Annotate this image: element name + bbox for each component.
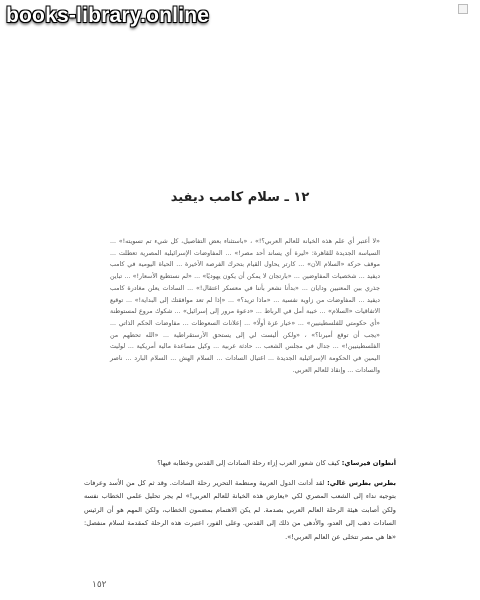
- page-number: ١٥٢: [92, 580, 107, 590]
- chapter-title: ١٢ ـ سلام كامب ديفيد: [170, 190, 310, 205]
- speaker-name: أنطوان فيرساي:: [341, 459, 396, 467]
- summary-text: «لا أعتبر أي علم هذه الخيانة للعالم العربي؟!» ، «باستثناء بعض التفاصيل، كل شيء تم تسويته!» ... السياسة الجديدة للقاهرة: «ليرة أي يساند أحد مصر!» ... المفاوضات الإسرائيلية المصرية تعطلت ... موقف حركة «السلام الآن» ... كارتر يحاول القيام بتحرك الفرصة الأخيرة ... الحياة اليومية في كامب ديفيد ... شخصيات المفاوضين ... «بارتجان لا يمكن أن يكون يهوديًا» ... «لم نستطيع الأسعار!» ... تباين جذري بين المعنيين ودايان ... «بدأنا نشعر بأننا في معسكر اعتقال!» ... السادات يعلن مغادرة كامب ديفيد ... المفاوضات من زاوية نفسية ... «ماذا تريد؟» ... «إذا لم تعد موافقتك إلى البداية!» ... توقيع الاتفاقيات «السلام» ... خيبة أمل في الرباط ... «دعوة مرور إلى إسرائيل» ... شكوك مروع لمستوطنة «أي حكومتي للفلسطينيين» ... «خيار غزة أولًا» ... إعلانات السعوطات ... مفاوضات الحكم الذاتي ... «يجب أن توقع أميرنا؟» ، «ولكن أليست لي إلى يستحق الأرستقراطية ... «الله تحطهم من الفلسطينيين!» ... جدال في مجلس الشعب ... حادثة عربية ... وكيل مساعدة مالية أمريكية ... لوليث اليمين في الحكومة الإسرائيلية الجديدة ... اغتيال السادات ... السلام الهش ... السلام البارد ... ناصر والسادات ... وإنقاذ للعالم العربي.: [110, 238, 380, 374]
- dialogue-paragraph: [84, 477, 396, 545]
- dialogue-paragraph: [84, 457, 396, 471]
- dialogue-text: كيف كان شعور العرب إزاء رحلة السادات إلى القدس وخطابه فيها؟: [157, 459, 340, 467]
- interview-body: [84, 457, 396, 551]
- watermark-logo: books-library.online: [6, 4, 210, 27]
- dialogue-text: لقد أدانت الدول العربية ومنظمة التحرير رحلة السادات. وقد ثم كل من الأسد وعرفات بتوجيه نداء إلى الشعب المصري لكي «يعارض هذه الخيانة للعالم العربي!» لم يجر تحليل علمي الخطاب نفسه ولكن أصابت هيئة الرحلة العالم العربي بصدمة. لم يكن الاهتمام بمضمون الخطاب، ولكن المهم هو أن الرئيس السادات ذهب إلى العدو، والأدهى من ذلك إلى القدس. وعلى الفور، اعتبرت هذه الرحلة كمقدمة لسلام منفصل: «ها هي مصر تتخلى عن العالم العربي!».: [84, 478, 396, 541]
- chapter-summary: [110, 236, 380, 376]
- speaker-name: بطرس بطرس غالي:: [327, 478, 396, 487]
- corner-icon: [458, 4, 468, 14]
